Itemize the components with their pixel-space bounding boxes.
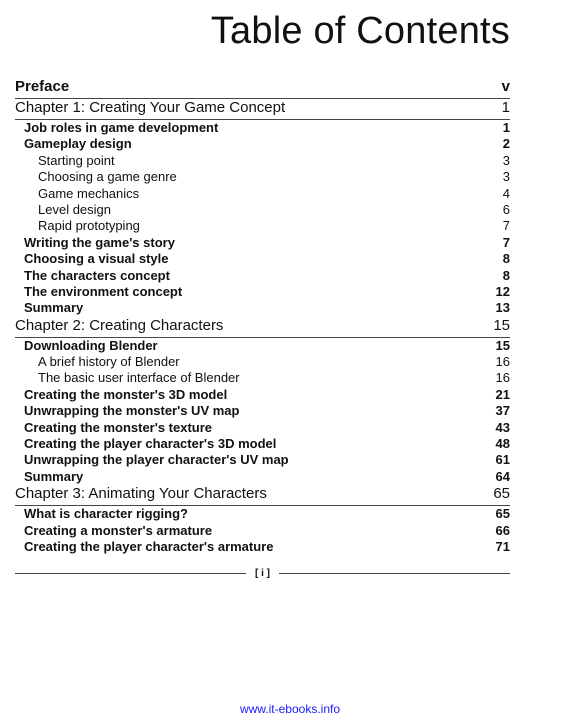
toc-entry-section[interactable] — [15, 420, 510, 436]
table-of-contents — [15, 78, 510, 555]
toc-entry-page: 21 — [495, 386, 510, 402]
toc-entry-title: The characters concept — [24, 267, 170, 283]
toc-entry-page: 15 — [495, 337, 510, 353]
toc-entry-page: 8 — [502, 267, 510, 283]
toc-entry-title: The environment concept — [24, 283, 183, 299]
toc-entry-subsection[interactable] — [15, 169, 510, 185]
toc-entry-subsection[interactable] — [15, 202, 510, 218]
toc-entry-title: The basic user interface of Blender — [38, 370, 240, 386]
toc-entry-title: Chapter 3: Animating Your Characters — [15, 485, 267, 503]
toc-entry-page: 6 — [502, 201, 510, 217]
toc-entry-section[interactable] — [15, 268, 510, 284]
toc-entry-section[interactable] — [15, 452, 510, 468]
toc-entry-title: Summary — [24, 300, 84, 316]
toc-entry-page: 71 — [495, 538, 510, 554]
toc-entry-section[interactable] — [15, 403, 510, 419]
toc-entry-section[interactable] — [15, 300, 510, 316]
toc-entry-page: 65 — [493, 485, 510, 503]
toc-entry-subsection[interactable] — [15, 153, 510, 169]
toc-entry-section[interactable] — [15, 387, 510, 403]
toc-entry-title: Starting point — [38, 152, 115, 168]
toc-entry-title: What is character rigging? — [24, 506, 188, 522]
toc-entry-section[interactable] — [15, 523, 510, 539]
toc-entry-page: 1 — [502, 120, 510, 135]
toc-entry-title: Writing the game's story — [24, 234, 175, 250]
toc-entry-page: 43 — [495, 419, 510, 435]
toc-entry-chapter[interactable] — [15, 99, 510, 120]
toc-entry-title: A brief history of Blender — [38, 354, 180, 370]
toc-entry-section[interactable] — [15, 436, 510, 452]
page-title: Table of Contents — [210, 10, 510, 52]
toc-entry-title: Game mechanics — [38, 185, 140, 201]
toc-entry-title: Preface — [15, 78, 70, 95]
toc-entry-page: 2 — [502, 136, 510, 152]
toc-entry-page: 3 — [502, 169, 510, 185]
toc-entry-page: 16 — [495, 370, 510, 386]
toc-entry-section[interactable] — [15, 251, 510, 267]
toc-entry-page: 16 — [495, 354, 510, 370]
toc-entry-page: 61 — [495, 452, 510, 468]
toc-entry-title: Unwrapping the monster's UV map — [24, 403, 240, 419]
toc-entry-section[interactable] — [15, 338, 510, 354]
toc-entry-title: Chapter 2: Creating Characters — [15, 316, 224, 334]
toc-entry-page: v — [501, 78, 510, 95]
toc-entry-title: Creating a monster's armature — [24, 522, 213, 538]
toc-entry-page: 7 — [502, 234, 510, 250]
footer-page-number: [ i ] — [255, 567, 270, 579]
toc-entry-section[interactable] — [15, 469, 510, 485]
toc-entry-section[interactable] — [15, 120, 510, 136]
toc-entry-title: Creating the monster's 3D model — [24, 386, 228, 402]
toc-entry-section[interactable] — [15, 284, 510, 300]
toc-entry-title: Chapter 1: Creating Your Game Concept — [15, 99, 286, 116]
toc-entry-page: 12 — [495, 283, 510, 299]
website-link[interactable]: www.it-ebooks.info — [239, 702, 341, 716]
toc-entry-title: Downloading Blender — [24, 337, 158, 353]
toc-entry-section[interactable] — [15, 235, 510, 251]
toc-entry-title: Job roles in game development — [24, 120, 219, 135]
toc-entry-page: 13 — [495, 300, 510, 316]
footer-page-marker — [15, 566, 510, 580]
toc-entry-title: Rapid prototyping — [38, 218, 140, 234]
toc-entry-title: Creating the monster's texture — [24, 419, 213, 435]
toc-entry-page: 37 — [495, 403, 510, 419]
toc-entry-chapter[interactable] — [15, 485, 510, 506]
toc-entry-title: Gameplay design — [24, 136, 132, 152]
toc-entry-subsection[interactable] — [15, 370, 510, 386]
toc-entry-page: 3 — [502, 152, 510, 168]
toc-entry-part[interactable] — [15, 78, 510, 99]
toc-entry-page: 1 — [501, 99, 510, 116]
toc-entry-subsection[interactable] — [15, 218, 510, 234]
toc-entry-page: 66 — [495, 522, 510, 538]
toc-entry-title: Unwrapping the player character's UV map — [24, 452, 289, 468]
toc-entry-page: 7 — [502, 218, 510, 234]
toc-entry-page: 64 — [495, 468, 510, 484]
toc-entry-title: Creating the player character's 3D model — [24, 436, 277, 452]
toc-entry-section[interactable] — [15, 539, 510, 555]
toc-entry-page: 8 — [502, 251, 510, 267]
toc-entry-title: Level design — [38, 201, 111, 217]
toc-entry-subsection[interactable] — [15, 186, 510, 202]
toc-entry-section[interactable] — [15, 506, 510, 522]
toc-entry-page: 65 — [495, 506, 510, 522]
toc-entry-title: Creating the player character's armature — [24, 538, 274, 554]
footer-rule-left — [15, 573, 246, 574]
footer-rule-right — [279, 573, 510, 574]
toc-entry-title: Summary — [24, 468, 84, 484]
toc-entry-page: 15 — [493, 316, 510, 334]
toc-entry-subsection[interactable] — [15, 354, 510, 370]
toc-entry-title: Choosing a game genre — [38, 169, 177, 185]
toc-entry-section[interactable] — [15, 136, 510, 152]
toc-entry-title: Choosing a visual style — [24, 251, 169, 267]
toc-entry-page: 4 — [502, 185, 510, 201]
toc-entry-chapter[interactable] — [15, 317, 510, 338]
toc-entry-page: 48 — [495, 436, 510, 452]
